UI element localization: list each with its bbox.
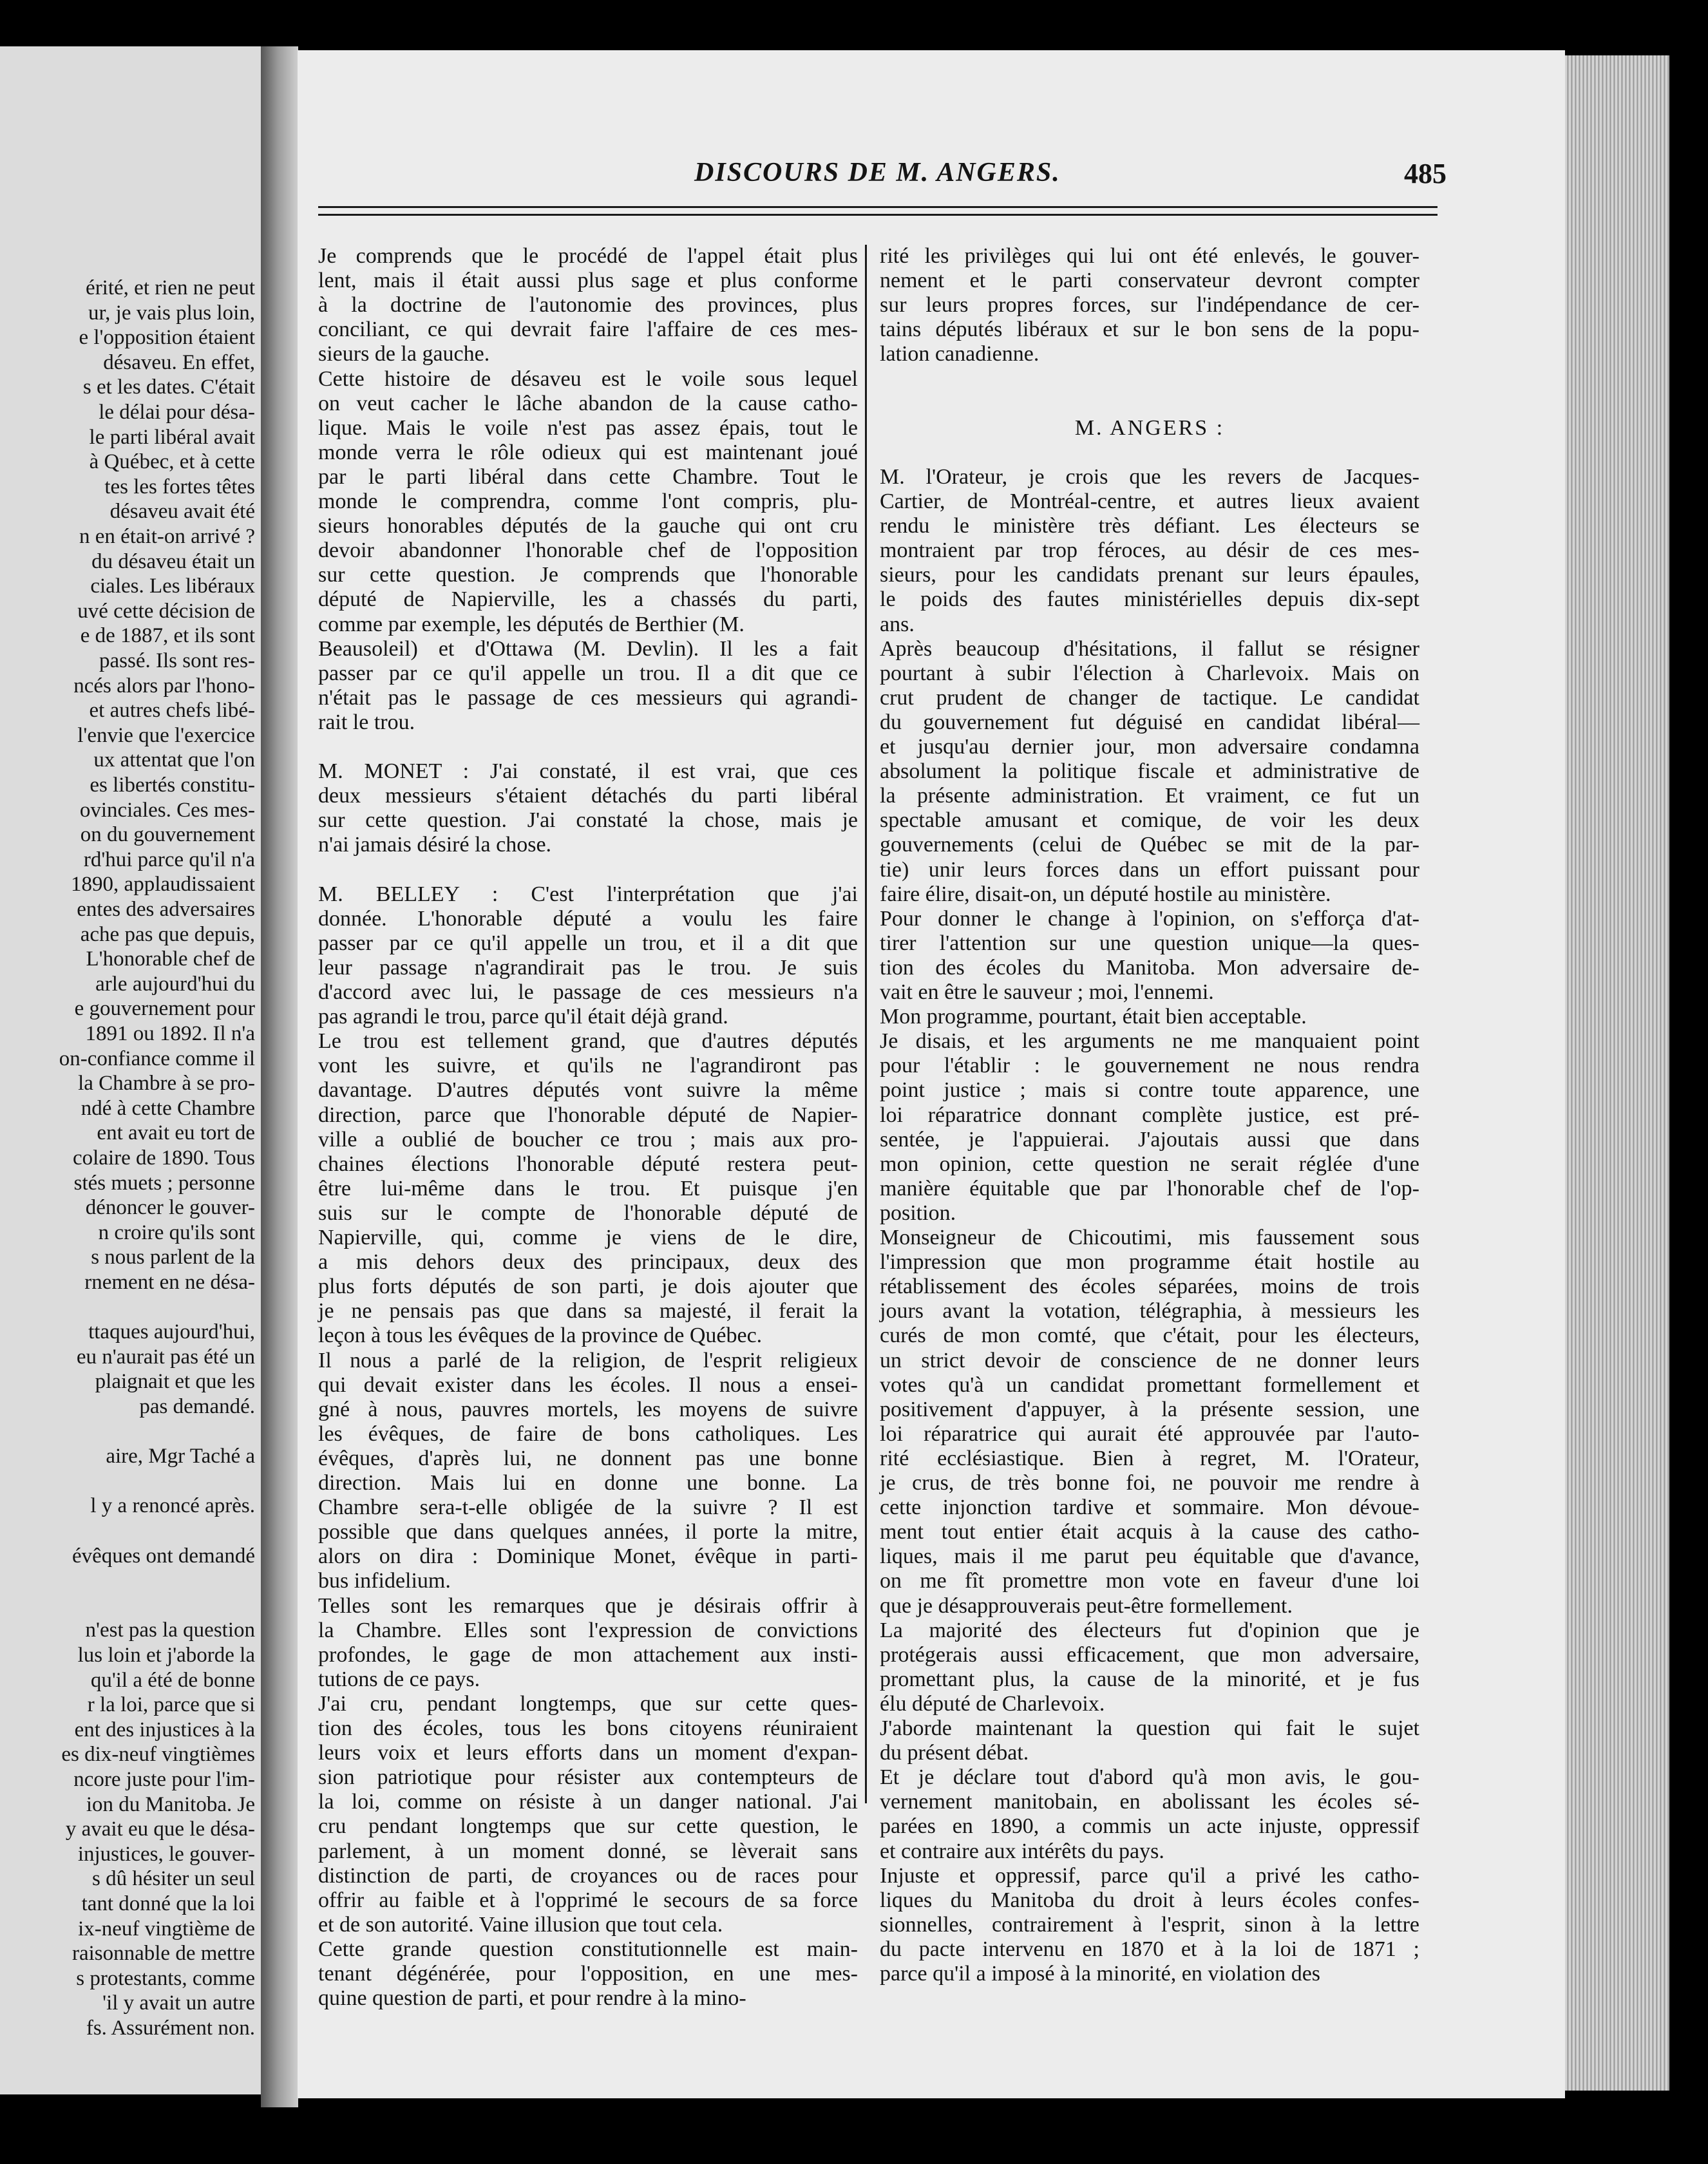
previous-page-line: ttaques aujourd'hui, bbox=[88, 1320, 255, 1344]
previous-page-line: entes des adversaires bbox=[77, 898, 255, 921]
text-line: Je disais, et les arguments ne me manquaient point bbox=[880, 1029, 1419, 1054]
text-line: M. BELLEY : C'est l'interprétation que j'ai bbox=[318, 882, 858, 906]
header-rule-double bbox=[318, 214, 1438, 216]
previous-page-line: l y a renoncé après. bbox=[90, 1494, 255, 1518]
previous-page-line: y avait eu que le désa- bbox=[65, 1818, 255, 1841]
text-line: loi réparatrice qui aurait été approuvée par l'auto- bbox=[880, 1421, 1419, 1446]
previous-page-line: plaignait et que les bbox=[95, 1370, 255, 1394]
text-line: lent, mais il était aussi plus sage et plus conforme bbox=[318, 269, 858, 293]
text-line: un strict devoir de conscience de ne donner leurs bbox=[880, 1348, 1419, 1372]
text-line: je crus, de très bonne foi, ne pouvoir me rendre à bbox=[880, 1471, 1419, 1495]
text-line: et jusqu'au dernier jour, mon adversaire condamna bbox=[880, 735, 1419, 759]
previous-page-line: e gouvernement pour bbox=[74, 997, 255, 1021]
text-line: position. bbox=[880, 1201, 956, 1225]
text-line: parlement, à un moment donné, se lèverait sans bbox=[318, 1839, 858, 1863]
previous-page-line: pas demandé. bbox=[139, 1395, 255, 1418]
book-gutter bbox=[261, 46, 298, 2107]
text-line: M. MONET : J'ai constaté, il est vrai, que ces bbox=[318, 759, 858, 784]
text-line: leur passage n'agrandirait pas le trou. Je suis bbox=[318, 955, 858, 980]
previous-page-line: ur, je vais plus loin, bbox=[88, 301, 255, 325]
text-line: direction, parce que l'honorable député de Napier- bbox=[318, 1103, 858, 1127]
text-line: vait en être le sauveur ; moi, l'ennemi. bbox=[880, 980, 1214, 1004]
text-line: tains députés libéraux et sur le bon sens de la popu- bbox=[880, 318, 1419, 342]
previous-page-line: n en était-on arrivé ? bbox=[79, 525, 255, 548]
previous-page-line: tes les fortes têtes bbox=[104, 475, 255, 498]
text-line: offrir au faible et à l'opprimé le secours de sa force bbox=[318, 1888, 858, 1912]
text-line: jours avant la votation, télégraphia, à messieurs les bbox=[880, 1299, 1419, 1324]
text-line: que je désapprouverais peut-être formellement. bbox=[880, 1593, 1293, 1618]
text-line: Napierville, qui, comme je viens de le dire, bbox=[318, 1226, 858, 1249]
text-line: profondes, le gage de mon attachement aux insti- bbox=[318, 1642, 858, 1667]
text-line: ment tout entier était acquis à la cause des catho- bbox=[880, 1520, 1419, 1544]
previous-page-line: désaveu avait été bbox=[109, 500, 255, 524]
text-line: Mon programme, pourtant, était bien acceptable. bbox=[880, 1005, 1307, 1029]
text-line: du gouvernement fut déguisé en candidat libéral— bbox=[880, 710, 1419, 734]
previous-page-line: érité, et rien ne peut bbox=[86, 276, 255, 299]
previous-page-line: ux attentat que l'on bbox=[93, 748, 255, 772]
text-line: vont les suivre, et qu'ils ne l'agrandiront pas bbox=[318, 1054, 858, 1078]
previous-page-line: rd'hui parce qu'il n'a bbox=[83, 848, 255, 871]
previous-page-line: tant donné que la loi bbox=[81, 1892, 255, 1915]
previous-page-line: n'est pas la question bbox=[85, 1618, 255, 1642]
text-line: les évêques, de faire de bons catholiques. Les bbox=[318, 1421, 858, 1446]
previous-page-line: ncés alors par l'hono- bbox=[73, 674, 255, 698]
text-line: Je comprends que le procédé de l'appel était plus bbox=[318, 244, 858, 268]
text-line: suis sur le compte de l'honorable député de bbox=[318, 1201, 858, 1225]
text-line: ville a oublié de boucher ce trou ; mais aux pro- bbox=[318, 1127, 858, 1152]
previous-page-line: stés muets ; personne bbox=[73, 1171, 255, 1195]
text-line: rité ecclésiastique. Bien à regret, M. l'Orateur, bbox=[880, 1446, 1419, 1470]
text-line: Cartier, de Montréal-centre, et autres lieux avaient bbox=[880, 489, 1419, 513]
previous-page-line: eu n'aurait pas été un bbox=[76, 1345, 255, 1369]
text-line: gouvernements (celui de Québec se mit de la par- bbox=[880, 833, 1419, 857]
previous-page-line: fs. Assurément non. bbox=[86, 2017, 255, 2040]
text-line: le poids des fautes ministérielles depuis dix-sept bbox=[880, 587, 1419, 612]
text-line: la présente administration. Et vraiment, ce fut un bbox=[880, 784, 1419, 808]
text-line: loi réparatrice donnant complète justice, est pré- bbox=[880, 1103, 1419, 1127]
text-line: Le trou est tellement grand, que d'autres députés bbox=[318, 1029, 858, 1054]
page-edges bbox=[1561, 55, 1669, 2091]
header-rule bbox=[318, 206, 1438, 208]
previous-page-line: s nous parlent de la bbox=[91, 1246, 255, 1269]
text-line: ans. bbox=[880, 612, 915, 636]
previous-page-line: e de 1887, et ils sont bbox=[80, 624, 255, 648]
text-line: monde verra le rôle odieux qui est maintenant joué bbox=[318, 440, 858, 464]
text-line: lation canadienne. bbox=[880, 342, 1039, 366]
previous-page-line: on du gouvernement bbox=[80, 823, 255, 847]
previous-page-line: désaveu. En effet, bbox=[103, 350, 255, 374]
text-line: positivement d'appuyer, à la présente session, une bbox=[880, 1397, 1419, 1421]
previous-page-line: ncore juste pour l'im- bbox=[73, 1768, 255, 1791]
text-line: liques, mais il me parut peu équitable que d'avance, bbox=[880, 1544, 1419, 1569]
text-line: d'accord avec lui, le passage de ces messieurs n'a bbox=[318, 980, 858, 1004]
text-line: pourtant à subir l'élection à Charlevoix. Mais on bbox=[880, 661, 1419, 685]
text-line: tie) unir leurs forces dans un effort puissant pour bbox=[880, 857, 1419, 882]
text-line: monde le comprendra, comme l'ont compris, plu- bbox=[318, 489, 858, 513]
text-line: Après beaucoup d'hésitations, il fallut se résigner bbox=[880, 636, 1419, 661]
text-line: passer par ce qu'il appelle un trou, et il a dit que bbox=[318, 931, 858, 955]
text-line: sieurs, pour les candidats prenant sur leurs épaules, bbox=[880, 563, 1419, 587]
text-line: J'aborde maintenant la question qui fait le sujet bbox=[880, 1716, 1419, 1740]
text-line: J'ai cru, pendant longtemps, que sur cette ques- bbox=[318, 1691, 858, 1716]
text-line: faire élire, disait-on, un député hostile au ministère. bbox=[880, 882, 1331, 906]
text-line: Il nous a parlé de la religion, de l'esprit religieux bbox=[318, 1348, 858, 1372]
text-line: passer par ce qu'il appelle un trou. Il a dit que ce bbox=[318, 661, 858, 685]
text-line: député de Napierville, les a chassés du parti, bbox=[318, 587, 858, 612]
text-line: davantage. D'autres députés vont suivre la même bbox=[318, 1078, 858, 1103]
text-line: gné à nous, pauvres mortels, les moyens de suivre bbox=[318, 1397, 858, 1421]
text-line: tion des écoles, tous les bons citoyens réuniraient bbox=[318, 1716, 858, 1740]
text-line: leçon à tous les évêques de la province de Québec. bbox=[318, 1324, 763, 1348]
text-line: cette injonction tardive et sommaire. Mon dévoue- bbox=[880, 1495, 1419, 1520]
previous-page-line: 'il y avait un autre bbox=[102, 1991, 255, 2015]
text-line: M. l'Orateur, je crois que les revers de Jacques- bbox=[880, 464, 1419, 489]
previous-page-line: le délai pour désa- bbox=[99, 401, 255, 424]
text-line: la loi, comme on résiste à un danger national. J'ai bbox=[318, 1790, 858, 1814]
text-line: tenant dégénérée, pour l'opposition, en une mes- bbox=[318, 1962, 858, 1986]
text-line: élu député de Charlevoix. bbox=[880, 1691, 1105, 1716]
text-line: Monseigneur de Chicoutimi, mis faussement sous bbox=[880, 1226, 1419, 1249]
text-line: sur cette question. J'ai constaté la chose, mais je bbox=[318, 808, 858, 833]
text-line: distinction de parti, de croyances ou de races pour bbox=[318, 1863, 858, 1888]
previous-page-line: s dû hésiter un seul bbox=[92, 1867, 255, 1891]
running-header: DISCOURS DE M. ANGERS. bbox=[694, 158, 1061, 187]
previous-page-line: ciales. Les libéraux bbox=[90, 574, 255, 598]
text-line: sur leurs propres forces, sur l'indépendance de cer- bbox=[880, 293, 1419, 318]
text-line: rétablissement des écoles séparées, moins de trois bbox=[880, 1275, 1419, 1299]
text-line: deux messieurs s'étaient détachés du parti libéral bbox=[318, 784, 858, 808]
previous-page-line: l'envie que l'exercice bbox=[77, 723, 255, 747]
text-line: Pour donner le change à l'opinion, on s'efforça d'at- bbox=[880, 906, 1419, 931]
text-line: pas agrandi le trou, parce qu'il était déjà grand. bbox=[318, 1005, 728, 1029]
previous-page-line: e l'opposition étaient bbox=[79, 326, 255, 350]
previous-page-line: aire, Mgr Taché a bbox=[106, 1445, 255, 1468]
text-line: Chambre sera-t-elle obligée de la suivre ? Il est bbox=[318, 1495, 858, 1520]
previous-page-line: 1891 ou 1892. Il n'a bbox=[85, 1022, 255, 1045]
column-divider bbox=[865, 245, 867, 1803]
text-line: sentée, je l'appuierai. J'ajoutais aussi que dans bbox=[880, 1127, 1419, 1152]
previous-page-line: ent des injustices à la bbox=[74, 1718, 255, 1742]
previous-page-line: lus loin et j'aborde la bbox=[77, 1644, 255, 1667]
text-line: devoir abandonner l'honorable chef de l'opposition bbox=[318, 538, 858, 563]
text-line: possible que dans quelques années, il porte la mitre, bbox=[318, 1520, 858, 1544]
previous-page-line: es libertés constitu- bbox=[90, 774, 255, 797]
text-line: je ne pensais pas que dans sa majesté, il ferait la bbox=[318, 1299, 858, 1324]
text-line: nement et le parti conservateur devront compter bbox=[880, 269, 1419, 293]
text-line: cru pendant longtemps que sur cette question, le bbox=[318, 1814, 858, 1839]
text-line: sion patriotique pour résister aux contempteurs de bbox=[318, 1765, 858, 1790]
text-line: tutions de ce pays. bbox=[318, 1667, 480, 1691]
previous-page-line: ovinciales. Ces mes- bbox=[79, 798, 255, 822]
text-line: la Chambre. Elles sont l'expression de convictions bbox=[318, 1618, 858, 1642]
text-line: Et je déclare tout d'abord qu'à mon avis, le gou- bbox=[880, 1765, 1419, 1790]
text-line: Telles sont les remarques que je désirais offrir à bbox=[318, 1593, 858, 1618]
text-line: sur cette question. Je comprends que l'honorable bbox=[318, 563, 858, 587]
text-line: liques du Manitoba du droit à leurs écoles confes- bbox=[880, 1888, 1419, 1912]
text-line: conciliant, ce qui devrait faire l'affaire de ces mes- bbox=[318, 318, 858, 342]
previous-page-line: L'honorable chef de bbox=[86, 947, 255, 971]
text-line: on me fît promettre mon vote en faveur d'une loi bbox=[880, 1569, 1419, 1593]
text-line: quine question de parti, et pour rendre à la mino- bbox=[318, 1986, 746, 2011]
previous-page-line: ent avait eu tort de bbox=[97, 1121, 255, 1145]
previous-page-line: es dix-neuf vingtièmes bbox=[61, 1743, 255, 1767]
previous-page-line: évêques ont demandé bbox=[71, 1544, 255, 1568]
text-line: donnée. L'honorable député a voulu les faire bbox=[318, 906, 858, 931]
text-line: du présent débat. bbox=[880, 1741, 1029, 1765]
text-line: La majorité des électeurs fut d'opinion que je bbox=[880, 1618, 1419, 1642]
text-line: bus infidelium. bbox=[318, 1569, 451, 1593]
text-line: n'était pas le passage de ces messieurs qui agrandi- bbox=[318, 685, 858, 710]
text-line: Injuste et oppressif, parce qu'il a privé les catho- bbox=[880, 1863, 1419, 1888]
text-line: curés de mon comté, que c'était, pour les électeurs, bbox=[880, 1324, 1419, 1348]
text-line: M. ANGERS : bbox=[1074, 415, 1225, 440]
text-line: Cette grande question constitutionnelle est main- bbox=[318, 1937, 858, 1961]
text-line: leurs voix et leurs efforts dans un moment d'expan- bbox=[318, 1741, 858, 1765]
text-line: et contraire aux intérêts du pays. bbox=[880, 1839, 1164, 1863]
previous-page-line: raisonnable de mettre bbox=[71, 1942, 255, 1966]
previous-page-line: r la loi, parce que si bbox=[87, 1693, 255, 1717]
previous-page-line: injustices, le gouver- bbox=[77, 1842, 255, 1866]
text-line: alors on dira : Dominique Monet, évêque in parti- bbox=[318, 1544, 858, 1569]
previous-page-line: et autres chefs libé- bbox=[89, 699, 255, 723]
text-line: absolument la politique fiscale et administrative de bbox=[880, 759, 1419, 784]
text-line: qui devait exister dans les écoles. Il nous a ensei- bbox=[318, 1372, 858, 1397]
text-line: rait le trou. bbox=[318, 710, 415, 734]
text-line: évêques, d'après lui, ne donnent pas une bonne bbox=[318, 1446, 858, 1470]
previous-page-line: s protestants, comme bbox=[76, 1966, 255, 1990]
text-line: promettant plus, la cause de la minorité, et je fus bbox=[880, 1667, 1419, 1691]
text-line: comme par exemple, les députés de Berthier (M. bbox=[318, 612, 745, 636]
text-line: l'impression que mon programme était hostile au bbox=[880, 1250, 1419, 1275]
previous-page-line: ix-neuf vingtième de bbox=[78, 1917, 255, 1941]
previous-page-line: ion du Manitoba. Je bbox=[86, 1792, 255, 1816]
previous-page-line: uvé cette décision de bbox=[77, 599, 255, 623]
text-line: votes qu'à un candidat promettant formellement et bbox=[880, 1372, 1419, 1397]
text-line: rité les privilèges qui lui ont été enlevés, le gouver- bbox=[880, 244, 1419, 268]
text-line: et de son autorité. Vaine illusion que tout cela. bbox=[318, 1912, 723, 1937]
text-line: on veut cacher le lâche abandon de la cause catho- bbox=[318, 391, 858, 415]
text-line: chaines élections l'honorable député restera peut- bbox=[318, 1152, 858, 1176]
text-line: protégerais aussi efficacement, que mon adversaire, bbox=[880, 1642, 1419, 1667]
previous-page-line: du désaveu était un bbox=[91, 549, 255, 573]
text-line: tion des écoles du Manitoba. Mon adversaire de- bbox=[880, 955, 1419, 980]
text-line: rendu le ministère très défiant. Les électeurs se bbox=[880, 514, 1419, 538]
text-line: n'ai jamais désiré la chose. bbox=[318, 833, 552, 857]
previous-page-line: ache pas que depuis, bbox=[80, 922, 255, 946]
previous-page-line: ndé à cette Chambre bbox=[81, 1096, 255, 1120]
previous-page-line: le parti libéral avait bbox=[89, 425, 255, 449]
text-line: vernement manitobain, en abolissant les écoles sé- bbox=[880, 1790, 1419, 1814]
text-line: manière équitable que par l'honorable chef de l'op- bbox=[880, 1176, 1419, 1201]
previous-page-line: à Québec, et à cette bbox=[89, 450, 255, 474]
text-line: montraient par trop féroces, au désir de ces mes- bbox=[880, 538, 1419, 563]
previous-page-line: la Chambre à se pro- bbox=[78, 1072, 255, 1096]
text-line: être lui-même dans le trou. Et puisque j'en bbox=[318, 1176, 858, 1201]
text-line: spectable amusant et comique, de voir les deux bbox=[880, 808, 1419, 833]
text-line: sionnelles, contrairement à l'esprit, sinon à la lettre bbox=[880, 1912, 1419, 1937]
text-line: tirer l'attention sur une question unique—la ques- bbox=[880, 931, 1419, 955]
previous-page-line: s et les dates. C'était bbox=[82, 375, 255, 399]
text-line: du pacte intervenu en 1870 et à la loi de 1871 ; bbox=[880, 1937, 1419, 1961]
text-line: direction. Mais lui en donne une bonne. La bbox=[318, 1471, 858, 1495]
page-number: 485 bbox=[1404, 158, 1447, 189]
text-line: sieurs de la gauche. bbox=[318, 342, 490, 366]
text-line: pour l'établir : le gouvernement ne nous rendra bbox=[880, 1054, 1419, 1078]
previous-page-line: rnement en ne désa- bbox=[84, 1271, 255, 1294]
previous-page-line: n croire qu'ils sont bbox=[98, 1220, 255, 1244]
text-line: a mis dehors deux des principaux, deux des bbox=[318, 1250, 858, 1275]
previous-page-line: passé. Ils sont res- bbox=[99, 649, 255, 672]
previous-page-line: 1890, applaudissaient bbox=[71, 873, 255, 897]
text-line: parce qu'il a imposé à la minorité, en violation des bbox=[880, 1962, 1321, 1986]
text-line: crut prudent de changer de tactique. Le candidat bbox=[880, 685, 1419, 710]
previous-page bbox=[0, 46, 261, 2094]
previous-page-line: on-confiance comme il bbox=[59, 1047, 255, 1070]
previous-page-line: colaire de 1890. Tous bbox=[72, 1146, 255, 1170]
previous-page-line: arle aujourd'hui du bbox=[95, 972, 255, 996]
text-line: Beausoleil) et d'Ottawa (M. Devlin). Il les a fait bbox=[318, 636, 858, 661]
text-line: par le parti libéral dans cette Chambre. Tout le bbox=[318, 464, 858, 489]
text-line: lique. Mais le voile n'est pas assez épais, tout le bbox=[318, 415, 858, 440]
text-line: point justice ; mais si contre toute apparence, une bbox=[880, 1078, 1419, 1103]
previous-page-line: dénoncer le gouver- bbox=[85, 1196, 255, 1220]
text-line: parées en 1890, a commis un acte injuste, oppressif bbox=[880, 1814, 1419, 1839]
text-line: mon opinion, cette question ne serait réglée d'une bbox=[880, 1152, 1419, 1176]
text-line: Cette histoire de désaveu est le voile sous lequel bbox=[318, 366, 858, 391]
text-line: plus forts députés de son parti, je dois ajouter que bbox=[318, 1275, 858, 1299]
text-line: à la doctrine de l'autonomie des provinces, plus bbox=[318, 293, 858, 318]
previous-page-line: qu'il a été de bonne bbox=[90, 1668, 255, 1692]
text-line: sieurs honorables députés de la gauche qui ont cru bbox=[318, 514, 858, 538]
